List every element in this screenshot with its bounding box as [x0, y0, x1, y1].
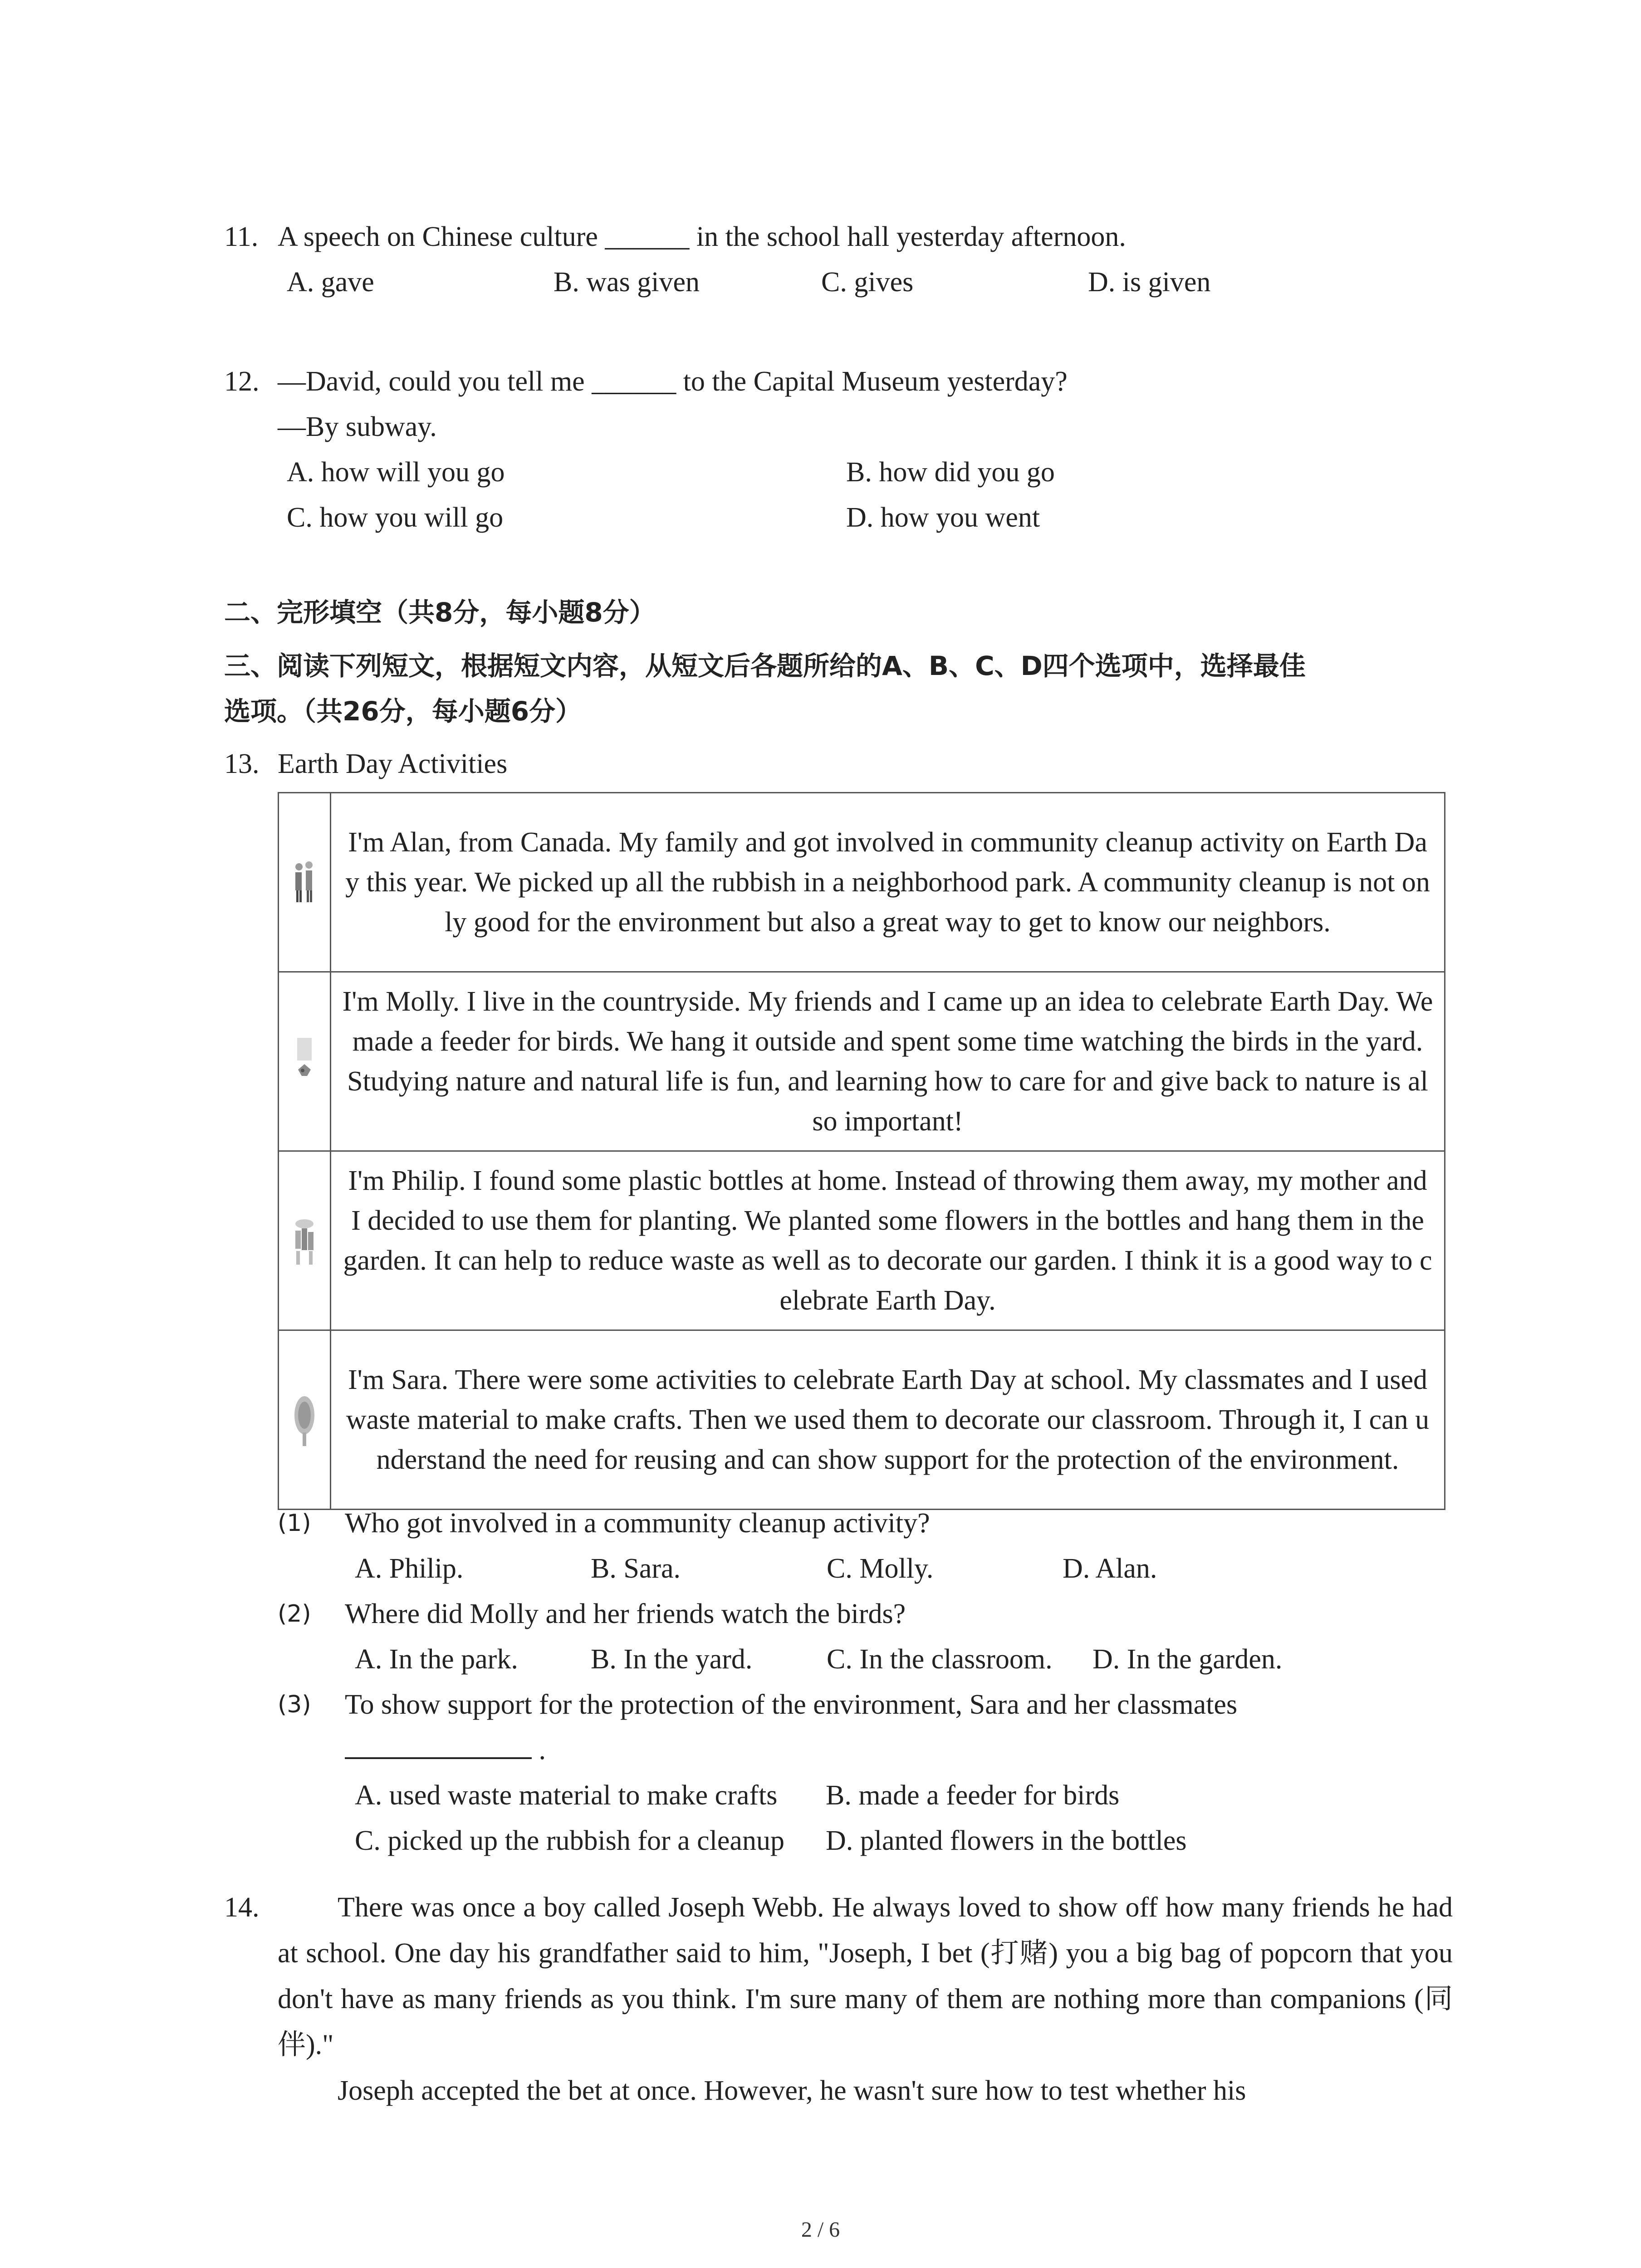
q14-paragraph-1-text: There was once a boy called Joseph Webb. He always loved to show off how many friends he had at school. One day his grandfather said to him, "Joseph, I bet (打赌) you a big bag of popcorn that you don't have as many friends as you think. I'm sure many of them are nothing more than companions (同伴)." — [278, 1892, 1453, 2060]
q14-number: 14. — [224, 1892, 260, 1923]
q12-option-c: C. how you will go — [287, 502, 504, 533]
sub1-stem: Who got involved in a community cleanup activity? — [345, 1508, 930, 1539]
q14-paragraph-1 — [278, 1885, 1453, 2068]
sub3-option-d: D. planted flowers in the bottles — [826, 1825, 1187, 1856]
row-text-molly: I'm Molly. I live in the countryside. My friends and I came up an idea to celebrate Earth Day. We made a feeder for birds. We hang it outside and spent some time watching the birds in the yard. Studying nature and natural life is fun, and learning how to care for and give back to nature is also important! — [331, 972, 1445, 1151]
table-row — [279, 1330, 1445, 1510]
q11-option-c: C. gives — [821, 267, 914, 298]
sub2-option-a: A. In the park. — [355, 1644, 518, 1675]
sub1-option-a: A. Philip. — [355, 1553, 464, 1584]
craft-icon — [291, 1383, 318, 1455]
page-number: 2 / 6 — [801, 2218, 840, 2242]
q11-option-d: D. is given — [1088, 267, 1211, 298]
q11-stem: A speech on Chinese culture ______ in the school hall yesterday afternoon. — [278, 221, 1126, 252]
sub1-option-c: C. Molly. — [827, 1553, 934, 1584]
row-image-cell — [279, 972, 331, 1151]
table-row — [279, 972, 1445, 1151]
sub2-stem: Where did Molly and her friends watch the birds? — [345, 1598, 906, 1629]
sub1-option-b: B. Sara. — [591, 1553, 681, 1584]
table-row — [279, 1151, 1445, 1330]
sub3-stem: To show support for the protection of the environment, Sara and her classmates — [345, 1689, 1238, 1720]
sub2-option-c: C. In the classroom. — [827, 1644, 1053, 1675]
section-3-heading-line1: 三、阅读下列短文，根据短文内容，从短文后各题所给的A、B、C、D四个选项中，选择最佳 — [224, 650, 1306, 681]
q12-option-b: B. how did you go — [846, 457, 1055, 488]
sub2-number: (2) — [278, 1600, 311, 1628]
q14-paragraph-2 — [278, 2068, 1453, 2114]
earth-day-table — [278, 792, 1445, 1510]
q12-stem: —David, could you tell me ______ to the Capital Museum yesterday? — [278, 366, 1068, 397]
section-2-heading: 二、完形填空（共8分，每小题8分） — [224, 597, 656, 628]
sub3-option-a: A. used waste material to make crafts — [355, 1780, 778, 1811]
sub1-option-d: D. Alan. — [1063, 1553, 1157, 1584]
q13-title: Earth Day Activities — [278, 748, 508, 779]
bird-feeder-icon — [291, 1029, 318, 1092]
q11-option-b: B. was given — [554, 267, 700, 298]
q11-option-a: A. gave — [287, 267, 374, 298]
q11-number: 11. — [224, 221, 259, 252]
sub3-option-c: C. picked up the rubbish for a cleanup — [355, 1825, 784, 1856]
sub1-number: (1) — [278, 1510, 311, 1537]
answer-blank — [345, 1730, 532, 1759]
q12-option-a: A. how will you go — [287, 457, 505, 488]
q12-reply: —By subway. — [278, 411, 437, 442]
family-cleanup-icon — [291, 854, 318, 909]
row-text-philip: I'm Philip. I found some plastic bottles at home. Instead of throwing them away, my mother and I decided to use them for planting. We planted some flowers in the bottles and hang them in the garden. It can help to reduce waste as well as to decorate our garden. I think it is a good way to celebrate Earth Day. — [331, 1151, 1445, 1330]
row-image-cell — [279, 1151, 331, 1330]
sub2-option-b: B. In the yard. — [591, 1644, 753, 1675]
q12-number: 12. — [224, 366, 260, 397]
q13-number: 13. — [224, 748, 260, 779]
sub2-option-d: D. In the garden. — [1092, 1644, 1283, 1675]
sub3-number: (3) — [278, 1691, 311, 1718]
section-3-heading-line2: 选项。（共26分，每小题6分） — [224, 696, 582, 727]
sub3-period: . — [539, 1735, 546, 1765]
row-image-cell — [279, 793, 331, 972]
row-text-sara: I'm Sara. There were some activities to celebrate Earth Day at school. My classmates and I used waste material to make crafts. Then we used them to decorate our classroom. Through it, I can understand the need for reusing and can show support for the protection of the environment. — [331, 1330, 1445, 1510]
q12-option-d: D. how you went — [846, 502, 1040, 533]
bottle-planters-icon — [291, 1206, 318, 1274]
q14-paragraph-2-text: Joseph accepted the bet at once. However, he wasn't sure how to test whether his — [338, 2075, 1246, 2106]
row-image-cell — [279, 1330, 331, 1510]
sub3-blank-line — [345, 1727, 546, 1773]
sub3-option-b: B. made a feeder for birds — [826, 1780, 1120, 1811]
table-row — [279, 793, 1445, 972]
row-text-alan: I'm Alan, from Canada. My family and got involved in community cleanup activity on Earth Day this year. We picked up all the rubbish in a neighborhood park. A community cleanup is not only good for the environment but also a great way to get to know our neighbors. — [331, 793, 1445, 972]
